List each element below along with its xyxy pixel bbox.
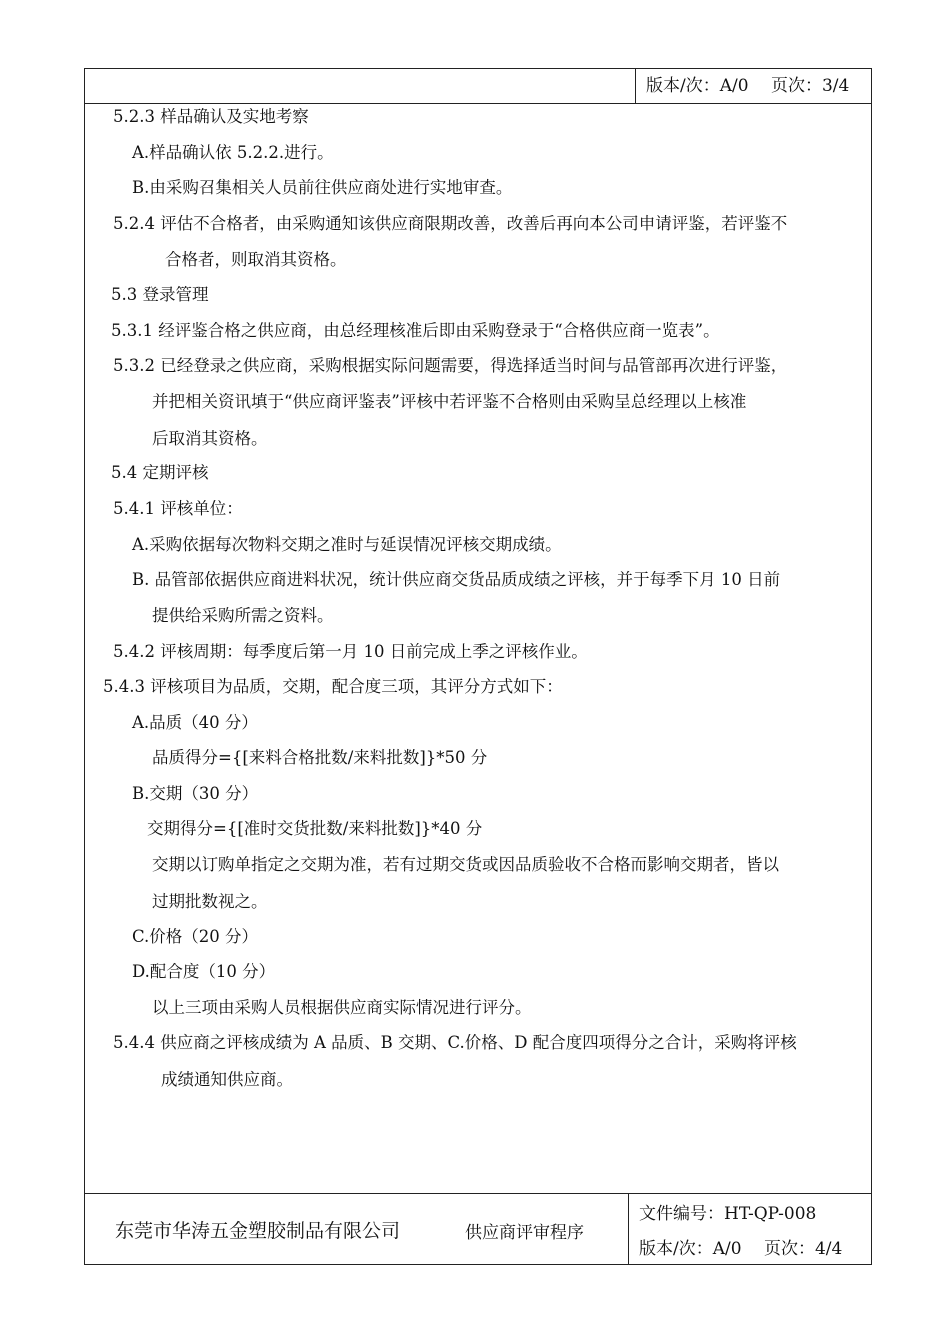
section-5-2-4: 5.2.4 评估不合格者，由采购通知该供应商限期改善，改善后再向本公司申请评鉴，若评鉴不 [113,214,788,233]
delivery-formula: 交期得分={[准时交货批数/来料批数]}*40 分 [147,819,483,838]
header-version-page: 版本/次：A/0 页次：3/4 [635,69,871,103]
document-frame [84,68,872,1265]
section-5-4-4-cont: 成绩通知供应商。 [161,1070,293,1089]
item-5-2-3-b: B.由采购召集相关人员前往供应商处进行实地审查。 [132,178,513,197]
scoring-note: 以上三项由采购人员根据供应商实际情况进行评分。 [152,998,532,1017]
footer-bar [85,1193,871,1264]
section-5-3-2-cont2: 后取消其资格。 [152,429,268,448]
item-5-4-1-a: A.采购依据每次物料交期之准时与延误情况评核交期成绩。 [132,535,562,554]
footer-version-page: 版本/次：A/0 页次：4/4 [639,1239,843,1259]
section-5-3-1: 5.3.1 经评鉴合格之供应商，由总经理核准后即由采购登录于“合格供应商一览表”。 [111,321,720,340]
section-5-2-4-cont: 合格者，则取消其资格。 [165,250,347,269]
file-number: 文件编号：HT-QP-008 [639,1204,817,1224]
delivery-note: 交期以订购单指定之交期为准，若有过期交货或因品质验收不合格而影响交期者，皆以 [152,855,779,874]
section-5-3-2-cont1: 并把相关资讯填于“供应商评鉴表”评核中若评鉴不合格则由采购呈总经理以上核准 [152,392,747,411]
item-cooperation: D.配合度（10 分） [132,962,276,981]
footer-info [628,1194,871,1264]
section-5-3: 5.3 登录管理 [111,285,209,304]
item-5-2-3-a: A.样品确认依 5.2.2.进行。 [132,143,334,162]
item-price: C.价格（20 分） [132,927,259,946]
company-name: 东莞市华涛五金塑胶制品有限公司 [115,1220,401,1242]
section-5-4-4: 5.4.4 供应商之评核成绩为 A 品质、B 交期、C.价格、D 配合度四项得分之合计，采购将评核 [113,1033,797,1052]
quality-formula: 品质得分={[来料合格批数/来料批数]}*50 分 [152,748,488,767]
item-5-4-1-b-cont: 提供给采购所需之资料。 [152,606,334,625]
item-quality: A.品质（40 分） [132,713,258,732]
item-5-4-1-b: B. 品管部依据供应商进料状况，统计供应商交货品质成绩之评核，并于每季下月 10 日前 [132,570,781,589]
section-5-4-3: 5.4.3 评核项目为品质，交期，配合度三项，其评分方式如下： [103,677,563,696]
delivery-note-cont: 过期批数视之。 [152,892,268,911]
item-delivery: B.交期（30 分） [132,784,259,803]
header-bar [85,69,871,104]
section-5-4-2: 5.4.2 评核周期：每季度后第一月 10 日前完成上季之评核作业。 [113,642,588,661]
section-5-4: 5.4 定期评核 [111,463,209,482]
section-5-3-2: 5.3.2 已经登录之供应商，采购根据实际问题需要，得选择适当时间与品管部再次进行评鉴， [113,356,788,375]
section-5-2-3: 5.2.3 样品确认及实地考察 [113,107,309,126]
section-5-4-1: 5.4.1 评核单位： [113,499,243,518]
document-name: 供应商评审程序 [465,1223,584,1243]
